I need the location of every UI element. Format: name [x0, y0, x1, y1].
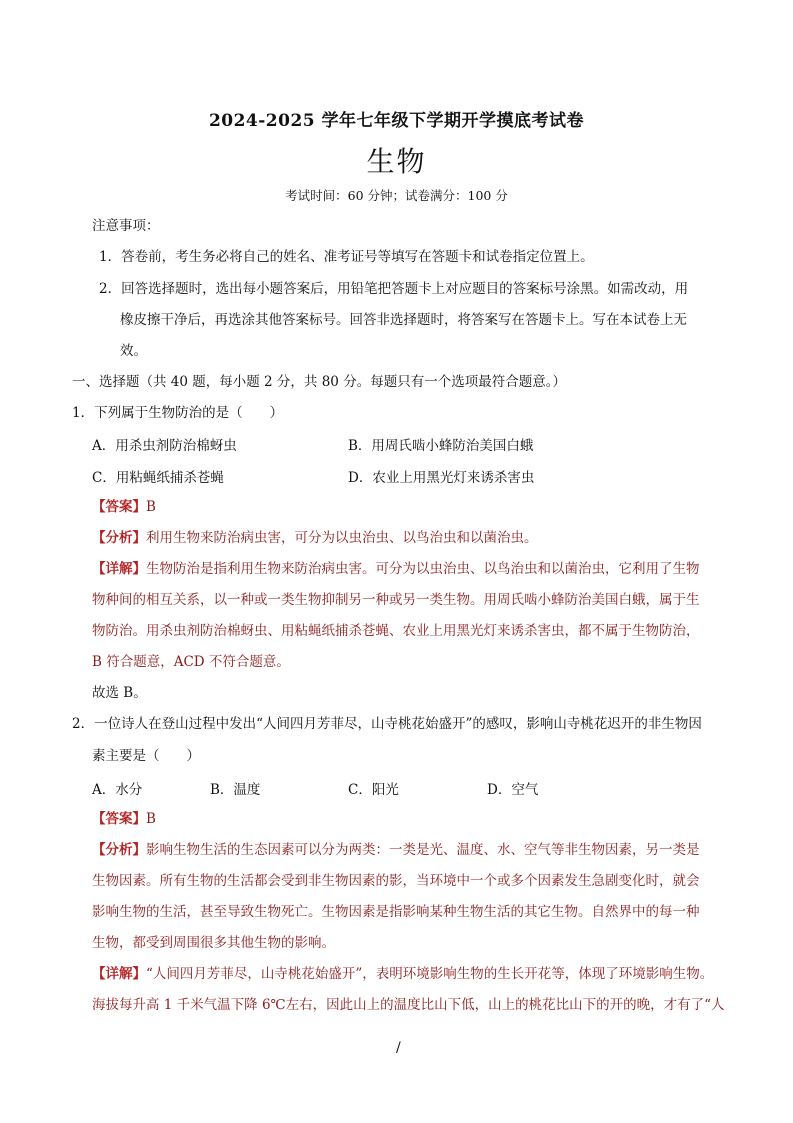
notice-item-2-line-1: 2．回答选择题时，选出每小题答案后，用铅笔把答题卡上对应题目的答案标号涂黑。如需改动，用 — [99, 281, 689, 297]
q2-answer-value: B — [146, 811, 156, 827]
q1-analysis — [92, 528, 538, 548]
notice-item-1: 1．答卷前，考生务必将自己的姓名、准考证号等填写在答题卡和试卷指定位置上。 — [99, 249, 594, 265]
q1-stem: 1．下列属于生物防治的是（ ） — [72, 405, 284, 421]
q2-analysis-line-1 — [92, 840, 700, 860]
q2-option-d: D．空气 — [487, 782, 539, 798]
exam-title: 2024-2025 学年七年级下学期开学摸底考试卷 — [208, 111, 585, 131]
q1-option-c: C．用粘蝇纸捕杀苍蝇 — [92, 470, 224, 486]
q2-analysis-line-3: 影响生物的生活，甚至导致生物死亡。生物因素是指影响某种生物生活的其它生物。自然界中的每一种 — [92, 904, 700, 920]
q2-analysis-text-1: 影响生物生活的生态因素可以分为两类：一类是光、温度、水、空气等非生物因素，另一类是 — [146, 842, 700, 858]
q2-stem-line-1: 2．一位诗人在登山过程中发出“人间四月芳菲尽，山寺桃花始盛开”的感叹，影响山寺桃花迟开的非生物因 — [72, 716, 702, 732]
q1-detail-text-1: 生物防治是指利用生物来防治病虫害。可分为以虫治虫、以鸟治虫和以菌治虫，它利用了生物 — [146, 561, 700, 577]
q2-answer-tag: 【答案】 — [92, 811, 146, 827]
q1-detail-line-4: B 符合题意，ACD 不符合题意。 — [92, 654, 290, 670]
q1-analysis-tag: 【分析】 — [92, 530, 146, 546]
q2-detail-line-2: 海拔每升高 1 千米气温下降 6℃左右，因此山上的温度比山下低，山上的桃花比山下的开的晚，才有了“人 — [92, 997, 725, 1013]
q1-option-b: B．用周氏啮小蜂防治美国白蛾 — [348, 438, 534, 454]
q2-analysis-line-4: 生物，都受到周围很多其他生物的影响。 — [92, 935, 335, 951]
q2-analysis-line-2: 生物因素。所有生物的生活都会受到非生物因素的影，当环境中一个或多个因素发生急剧变化时，就会 — [92, 873, 700, 889]
q1-answer-value: B — [146, 499, 156, 515]
q2-option-a: A．水分 — [92, 782, 143, 798]
q1-answer-tag: 【答案】 — [92, 499, 146, 515]
notice-item-2-line-2: 橡皮擦干净后，再选涂其他答案标号。回答非选择题时，将答案写在答题卡上。写在本试卷上无 — [120, 312, 687, 328]
q1-detail-line-3: 物防治。用杀虫剂防治棉蚜虫、用粘蝇纸捕杀苍蝇、农业上用黑光灯来诱杀害虫，都不属于生物防治， — [92, 623, 700, 639]
q1-detail-line-1 — [92, 559, 700, 579]
q2-detail-text-1: “人间四月芳菲尽，山寺桃花始盛开”，表明环境影响生物的生长开花等，体现了环境影响生物。 — [146, 966, 714, 982]
notice-item-2-line-3: 效。 — [120, 343, 147, 359]
q2-stem-line-2: 素主要是（ ） — [92, 748, 200, 764]
q2-option-b: B．温度 — [210, 782, 261, 798]
q2-detail-line-1 — [92, 964, 713, 984]
notice-heading: 注意事项： — [92, 218, 160, 234]
page-number: / — [396, 1040, 401, 1056]
exam-info: 考试时间：60 分钟；试卷满分：100 分 — [285, 188, 508, 203]
q1-detail-tag: 【详解】 — [92, 561, 146, 577]
section-heading: 一、选择题（共 40 题，每小题 2 分，共 80 分。每题只有一个选项最符合题意。） — [72, 374, 566, 390]
subject-title: 生物 — [366, 145, 427, 178]
q1-conclusion: 故选 B。 — [92, 685, 147, 701]
q2-detail-tag: 【详解】 — [92, 966, 146, 982]
q2-analysis-tag: 【分析】 — [92, 842, 146, 858]
q2-option-c: C．阳光 — [348, 782, 399, 798]
q1-answer — [92, 497, 156, 517]
q1-analysis-text: 利用生物来防治病虫害，可分为以虫治虫、以鸟治虫和以菌治虫。 — [146, 530, 538, 546]
q1-detail-line-2: 物种间的相互关系，以一种或一类生物抑制另一种或另一类生物。用周氏啮小蜂防治美国白蛾，属于生 — [92, 592, 700, 608]
q1-option-d: D．农业上用黑光灯来诱杀害虫 — [348, 470, 535, 486]
q1-option-a: A．用杀虫剂防治棉蚜虫 — [92, 438, 237, 454]
q2-answer — [92, 809, 156, 829]
